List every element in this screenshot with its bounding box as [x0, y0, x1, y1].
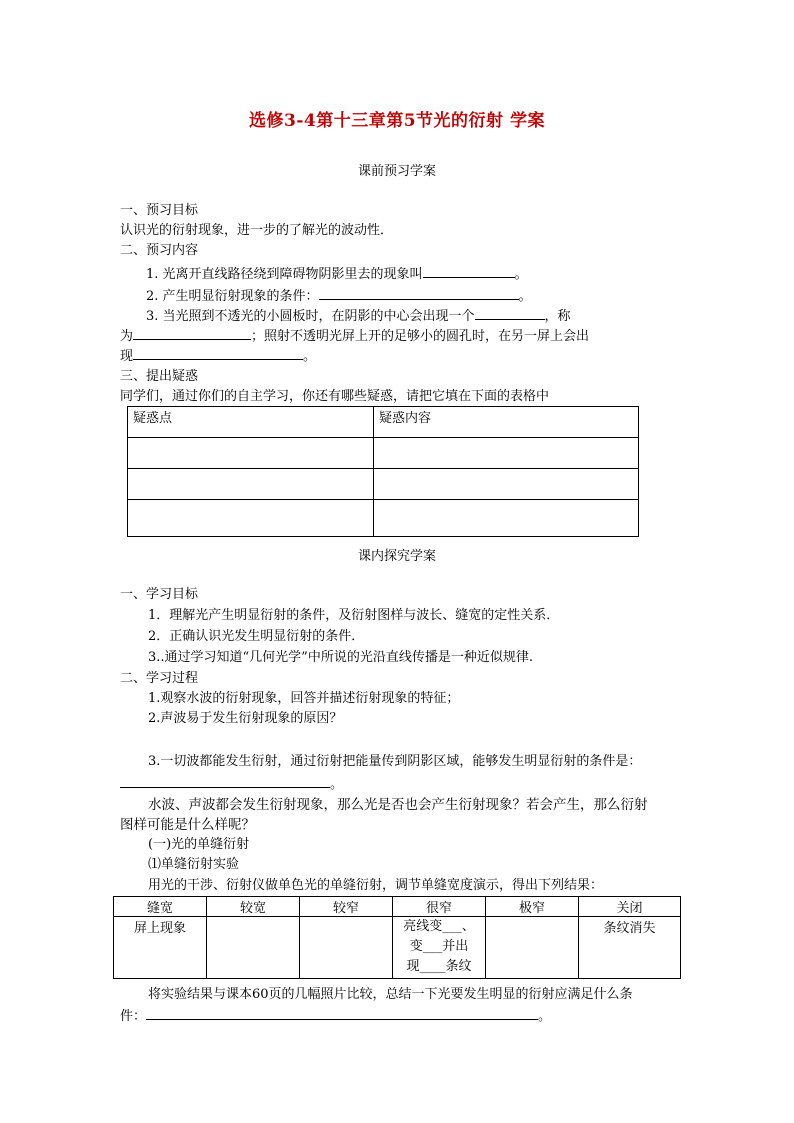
table-cell[interactable] — [128, 438, 374, 469]
answer-blank[interactable] — [319, 286, 519, 300]
goal-1: 1．理解光产生明显衍射的条件，及衍射图样与波长、缝宽的定性关系． — [148, 608, 560, 623]
diffraction-table — [113, 896, 681, 979]
goal-2: 2．正确认识光发生明显衍射的条件． — [148, 629, 365, 644]
process-heading: 二、学习过程 — [120, 671, 199, 686]
question-3-line-2: 为 ；照射不透明光屏上开的足够小的圆孔时，在另一屏上会出 — [120, 326, 589, 346]
table-row — [128, 438, 639, 469]
table-row — [114, 917, 681, 979]
table-header: 关闭 — [579, 897, 681, 917]
compare-line-1: 将实验结果与课本60页的几幅照片比较，总结一下光要发生明显的衍射应满足什么条 — [148, 987, 633, 1002]
process-1: 1.观察水波的衍射现象，回答并描述衍射现象的特征； — [148, 691, 460, 706]
answer-blank[interactable] — [133, 326, 251, 340]
paragraph-line-1: 水波、声波都会发生衍射现象，那么光是否也会产生衍射现象？若会产生，那么衍射 — [148, 797, 648, 813]
table-cell[interactable] — [486, 917, 579, 979]
section-single-slit-experiment: ⑴单缝衍射实验 — [148, 857, 240, 872]
table-header: 疑惑点 — [128, 407, 374, 438]
table-header: 极窄 — [486, 897, 579, 917]
doubt-intro: 同学们，通过你们的自主学习，你还有哪些疑惑，请把它填在下面的表格中 — [120, 389, 550, 404]
goal-3: 3..通过学习知道“几何光学”中所说的光沿直线传播是一种近似规律. — [148, 650, 533, 665]
inclass-heading: 课内探究学案 — [357, 549, 436, 564]
table-header: 疑惑内容 — [374, 407, 639, 438]
section-single-slit: (一)光的单缝衍射 — [148, 837, 250, 852]
preview-heading: 课前预习学案 — [357, 164, 436, 179]
answer-blank[interactable] — [423, 264, 515, 278]
doubt-table — [127, 406, 639, 537]
table-cell: 条纹消失 — [579, 917, 681, 979]
answer-blank[interactable] — [133, 346, 303, 360]
table-header: 很窄 — [393, 897, 486, 917]
table-row — [114, 897, 681, 917]
experiment-text: 用光的干涉、衍射仪做单色光的单缝衍射，调节单缝宽度演示，得出下列结果： — [148, 878, 604, 893]
table-cell[interactable] — [128, 469, 374, 500]
table-header: 较窄 — [300, 897, 393, 917]
question-3-line-3: 现 。 — [120, 346, 316, 366]
question-2: 2. 产生明显衍射现象的条件： 。 — [146, 286, 532, 306]
table-cell[interactable] — [374, 469, 639, 500]
compare-line-2: 件： 。 — [120, 1006, 551, 1026]
table-cell[interactable] — [207, 917, 300, 979]
paragraph-line-2: 图样可能是什么样呢？ — [120, 817, 255, 833]
preview-goal-heading: 一、预习目标 — [120, 203, 199, 218]
table-cell[interactable] — [374, 500, 639, 537]
table-row — [128, 500, 639, 537]
table-header: 较宽 — [207, 897, 300, 917]
preview-content-heading: 二、预习内容 — [120, 243, 199, 258]
table-header: 缝宽 — [114, 897, 207, 917]
process-2: 2.声波易于发生衍射现象的原因？ — [148, 711, 343, 726]
process-3-answer: 。 — [120, 774, 343, 794]
question-3-line-1: 3. 当光照到不透光的小圆板时，在阴影的中心会出现一个 ，称 — [146, 306, 571, 326]
table-cell[interactable] — [128, 500, 374, 537]
table-cell[interactable] — [374, 438, 639, 469]
answer-blank[interactable] — [146, 1006, 538, 1020]
preview-goal-text: 认识光的衍射现象，进一步的了解光的波动性． — [120, 223, 394, 238]
page-title: 选修3-4第十三章第5节光的衍射 学案 — [249, 111, 545, 131]
table-cell: 亮线变___、 变___并出 现____条纹 — [393, 917, 486, 979]
answer-blank[interactable] — [475, 306, 545, 320]
answer-blank[interactable] — [120, 774, 330, 788]
inclass-goal-heading: 一、学习目标 — [120, 587, 199, 602]
table-cell: 屏上现象 — [114, 917, 207, 979]
table-row — [128, 469, 639, 500]
doubt-heading: 三、提出疑惑 — [120, 369, 199, 384]
table-cell[interactable] — [300, 917, 393, 979]
table-row — [128, 407, 639, 438]
question-1: 1. 光离开直线路径绕到障碍物阴影里去的现象叫 。 — [146, 264, 528, 284]
process-3: 3.一切波都能发生衍射，通过衍射把能量传到阴影区域，能够发生明显衍射的条件是： — [148, 754, 642, 769]
